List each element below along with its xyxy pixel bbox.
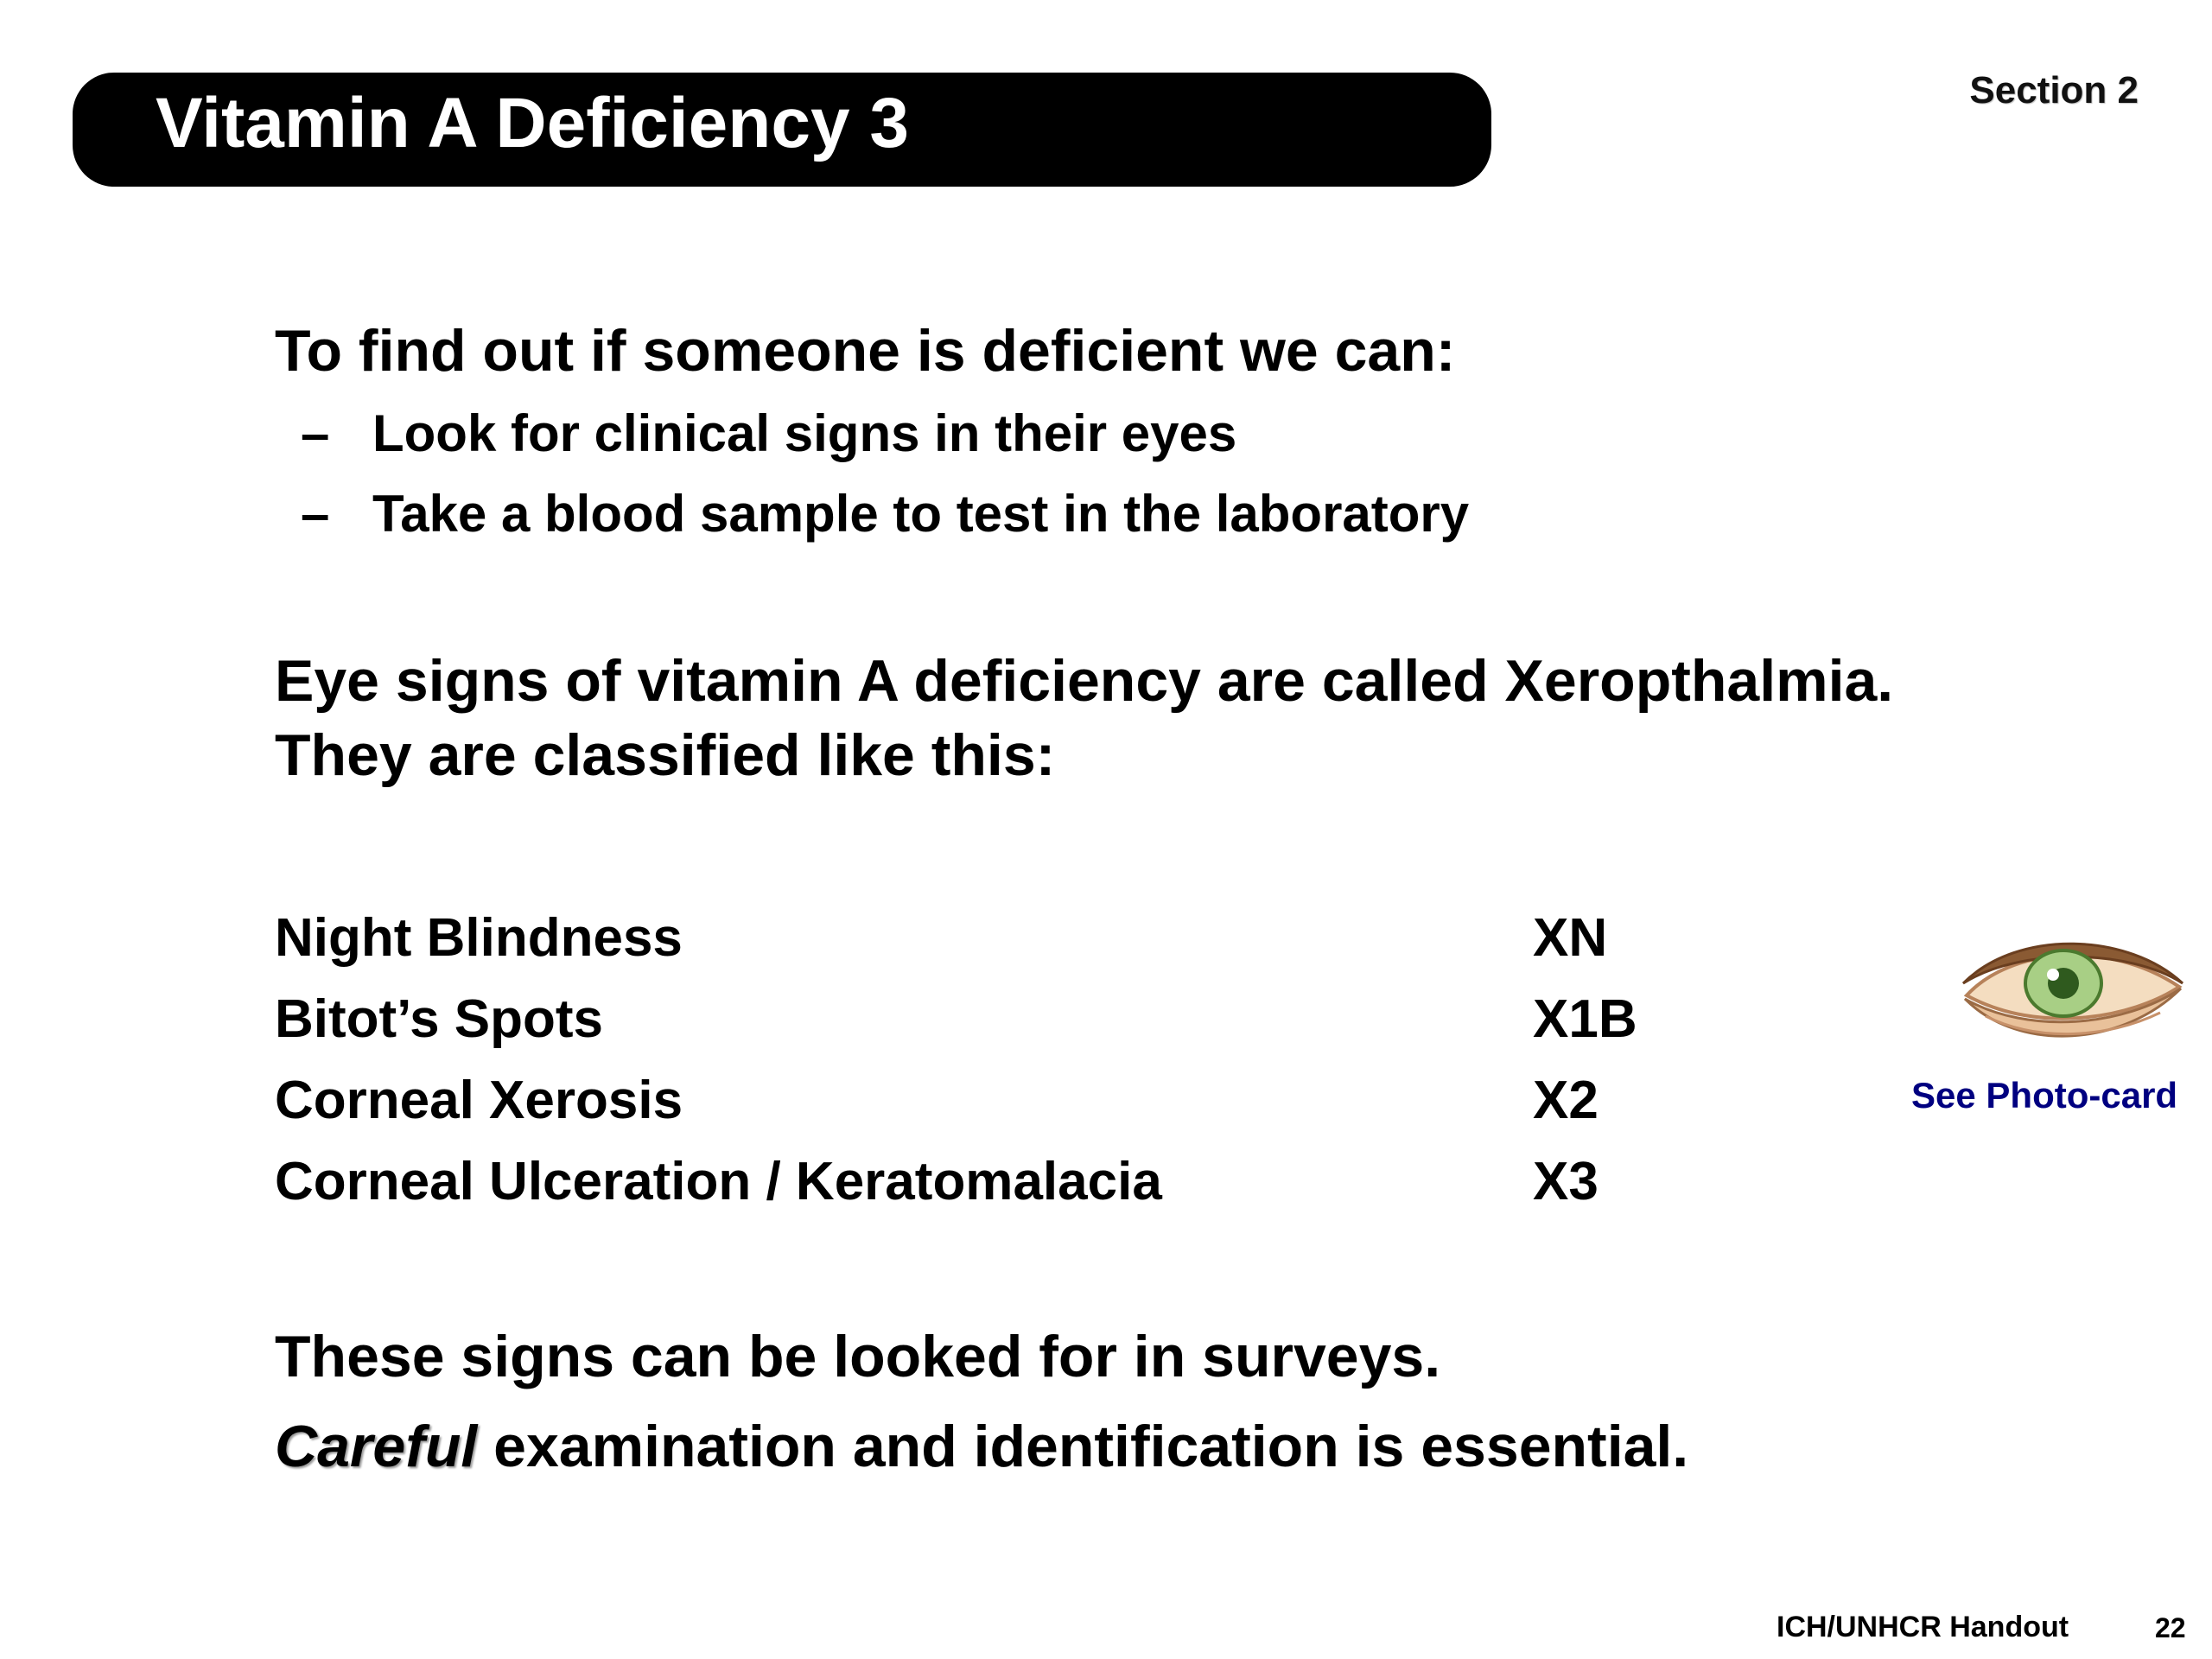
eye-icon — [1960, 933, 2186, 1046]
condition-name: Night Blindness — [275, 908, 683, 968]
bullet-item — [301, 485, 1470, 543]
xerophthalmia-statement: Eye signs of vitamin A deficiency are called Xeropthalmia. — [275, 648, 1894, 714]
bullet-text: Look for clinical signs in their eyes — [372, 404, 1237, 462]
essential-text: examination and identification is essential. — [477, 1414, 1689, 1479]
condition-code: XN — [1533, 908, 1608, 968]
classification-row — [275, 989, 1744, 1049]
condition-name: Bitot’s Spots — [275, 989, 604, 1049]
condition-code: X1B — [1533, 989, 1637, 1049]
title-banner — [73, 73, 1491, 187]
essential-statement — [275, 1414, 1689, 1479]
emphasis-word: Careful — [275, 1414, 478, 1479]
survey-statement: These signs can be looked for in surveys. — [275, 1324, 1441, 1389]
section-label: Section 2 — [1969, 69, 2139, 111]
dash-icon: – — [301, 404, 330, 462]
dash-icon: – — [301, 485, 330, 543]
condition-code: X2 — [1533, 1071, 1599, 1130]
classification-intro: They are classified like this: — [275, 722, 1056, 788]
bullet-text: Take a blood sample to test in the laboratory — [372, 485, 1470, 543]
classification-row — [275, 1152, 1744, 1211]
classification-row — [275, 908, 1744, 968]
condition-name: Corneal Xerosis — [275, 1071, 683, 1130]
condition-name: Corneal Ulceration / Keratomalacia — [275, 1152, 1162, 1211]
condition-code: X3 — [1533, 1152, 1599, 1211]
bullet-item — [301, 404, 1237, 462]
intro-heading: To find out if someone is deficient we can: — [275, 318, 1456, 384]
classification-row — [275, 1071, 1744, 1130]
see-photo-card-link[interactable]: See Photo-card — [1911, 1075, 2178, 1116]
page-title: Vitamin A Deficiency 3 — [156, 84, 909, 162]
page-number: 22 — [2155, 1612, 2186, 1643]
footer-label: ICH/UNHCR Handout — [1777, 1611, 2069, 1643]
